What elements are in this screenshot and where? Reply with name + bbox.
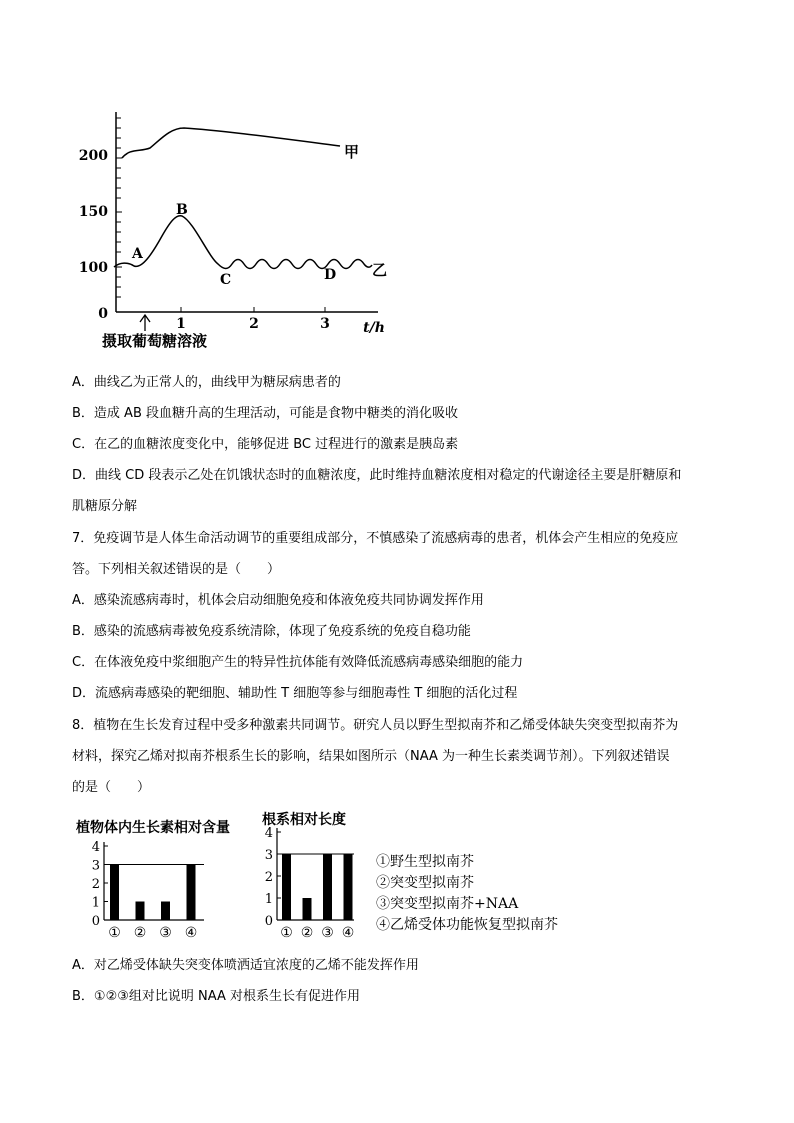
chart2-plot <box>265 826 355 941</box>
chart1-y-tick-label: 0 <box>91 914 100 929</box>
q7-stem-line-2: 答。下列相关叙述错误的是（ ） <box>72 562 281 577</box>
chart1-bar <box>187 865 196 921</box>
chart1-y-tick-label: 3 <box>91 858 100 874</box>
chart1-category-label: ② <box>133 925 147 941</box>
x-unit-label: t/h <box>363 320 385 336</box>
chart2-bar <box>344 854 353 920</box>
curve-yi <box>114 216 372 269</box>
q8-stem-line-3: 的是（ ） <box>72 780 151 795</box>
chart1-category-label: ① <box>108 925 121 941</box>
legend-item-4: ④乙烯受体功能恢复型拟南芥 <box>376 917 558 933</box>
chart1-y-tick-label: 1 <box>91 895 100 911</box>
chart2-y-tick-label: 1 <box>264 892 273 907</box>
legend-item-3: ③突变型拟南芥+NAA <box>376 896 519 912</box>
blood-glucose-figure <box>78 104 418 354</box>
intake-arrow-icon <box>140 315 150 331</box>
chart2-bar <box>303 898 312 920</box>
chart1-plot <box>92 840 204 941</box>
chart2-bar <box>323 854 332 920</box>
chart2-category-label: ② <box>300 925 314 941</box>
chart1-y-tick-label: 4 <box>91 840 100 855</box>
legend-item-1: ①野生型拟南芥 <box>376 854 474 870</box>
q7-option-a: A．感染流感病毒时，机体会启动细胞免疫和体液免疫共同协调发挥作用 <box>72 593 484 608</box>
chart1-title: 植物体内生长素相对含量 <box>76 820 230 836</box>
point-label-d: D <box>324 267 337 283</box>
x-tick-3: 3 <box>320 316 330 332</box>
chart1-bar <box>161 902 170 921</box>
q7-option-b: B．感染的流感病毒被免疫系统清除，体现了免疫系统的免疫自稳功能 <box>72 624 471 639</box>
q8-option-b: B．①②③组对比说明 NAA 对根系生长有促进作用 <box>72 989 361 1004</box>
chart2-title: 根系相对长度 <box>262 812 346 828</box>
q6-option-d-continued: 肌糖原分解 <box>72 499 138 514</box>
x-tick-1: 1 <box>176 316 186 332</box>
x-tick-2: 2 <box>249 316 259 332</box>
auxin-root-charts <box>72 810 612 950</box>
chart2-category-label: ④ <box>341 925 355 941</box>
curve-label-jia: 甲 <box>344 143 360 161</box>
chart2-category-label: ③ <box>321 925 334 941</box>
q6-option-d: D．曲线 CD 段表示乙处在饥饿状态时的血糖浓度，此时维持血糖浓度相对稳定的代谢途径主要是肝糖原和 <box>72 468 682 483</box>
q8-option-a: A．对乙烯受体缺失突变体喷洒适宜浓度的乙烯不能发挥作用 <box>72 958 419 973</box>
curve-label-yi: 乙 <box>372 261 388 279</box>
point-label-b: B <box>176 202 188 218</box>
q8-stem-line-1: 8．植物在生长发育过程中受多种激素共同调节。研究人员以野生型拟南芥和乙烯受体缺失突变型拟南芥为 <box>72 718 679 733</box>
chart1-bar <box>110 865 119 921</box>
chart2-y-tick-label: 2 <box>264 870 273 885</box>
point-label-c: C <box>220 272 232 288</box>
y-tick-200: 200 <box>78 148 108 164</box>
curve-jia <box>122 128 340 158</box>
y-tick-100: 100 <box>78 260 108 276</box>
arrow-caption: 摄取葡萄糖溶液 <box>102 332 208 350</box>
q7-option-c: C．在体液免疫中浆细胞产生的特异性抗体能有效降低流感病毒感染细胞的能力 <box>72 655 524 670</box>
chart1-category-label: ④ <box>184 925 198 941</box>
chart2-category-label: ① <box>280 925 293 941</box>
chart2-y-tick-label: 3 <box>264 848 273 863</box>
q7-option-d: D．流感病毒感染的靶细胞、辅助性 T 细胞等参与细胞毒性 T 细胞的活化过程 <box>72 686 518 701</box>
q6-option-a: A．曲线乙为正常人的，曲线甲为糖尿病患者的 <box>72 375 341 390</box>
q6-option-b: B．造成 AB 段血糖升高的生理活动，可能是食物中糖类的消化吸收 <box>72 406 458 421</box>
legend-item-2: ②突变型拟南芥 <box>376 875 474 891</box>
chart1-y-tick-label: 2 <box>91 877 100 892</box>
origin-label: 0 <box>98 306 108 322</box>
q6-option-c: C．在乙的血糖浓度变化中，能够促进 BC 过程进行的激素是胰岛素 <box>72 437 459 452</box>
chart2-y-tick-label: 4 <box>264 826 273 841</box>
point-label-a: A <box>132 246 143 262</box>
y-tick-150: 150 <box>78 204 108 220</box>
chart1-bar <box>136 902 145 921</box>
y-axis-minor-ticks <box>116 118 122 297</box>
q8-stem-line-2: 材料，探究乙烯对拟南芥根系生长的影响，结果如图所示（NAA 为一种生长素类调节剂）。下列叙述错误 <box>72 749 670 764</box>
chart2-y-tick-label: 0 <box>264 914 273 929</box>
chart2-bar <box>282 854 291 920</box>
q7-stem-line-1: 7．免疫调节是人体生命活动调节的重要组成部分，不慎感染了流感病毒的患者，机体会产生相应的免疫应 <box>72 531 679 546</box>
chart1-category-label: ③ <box>159 925 172 941</box>
